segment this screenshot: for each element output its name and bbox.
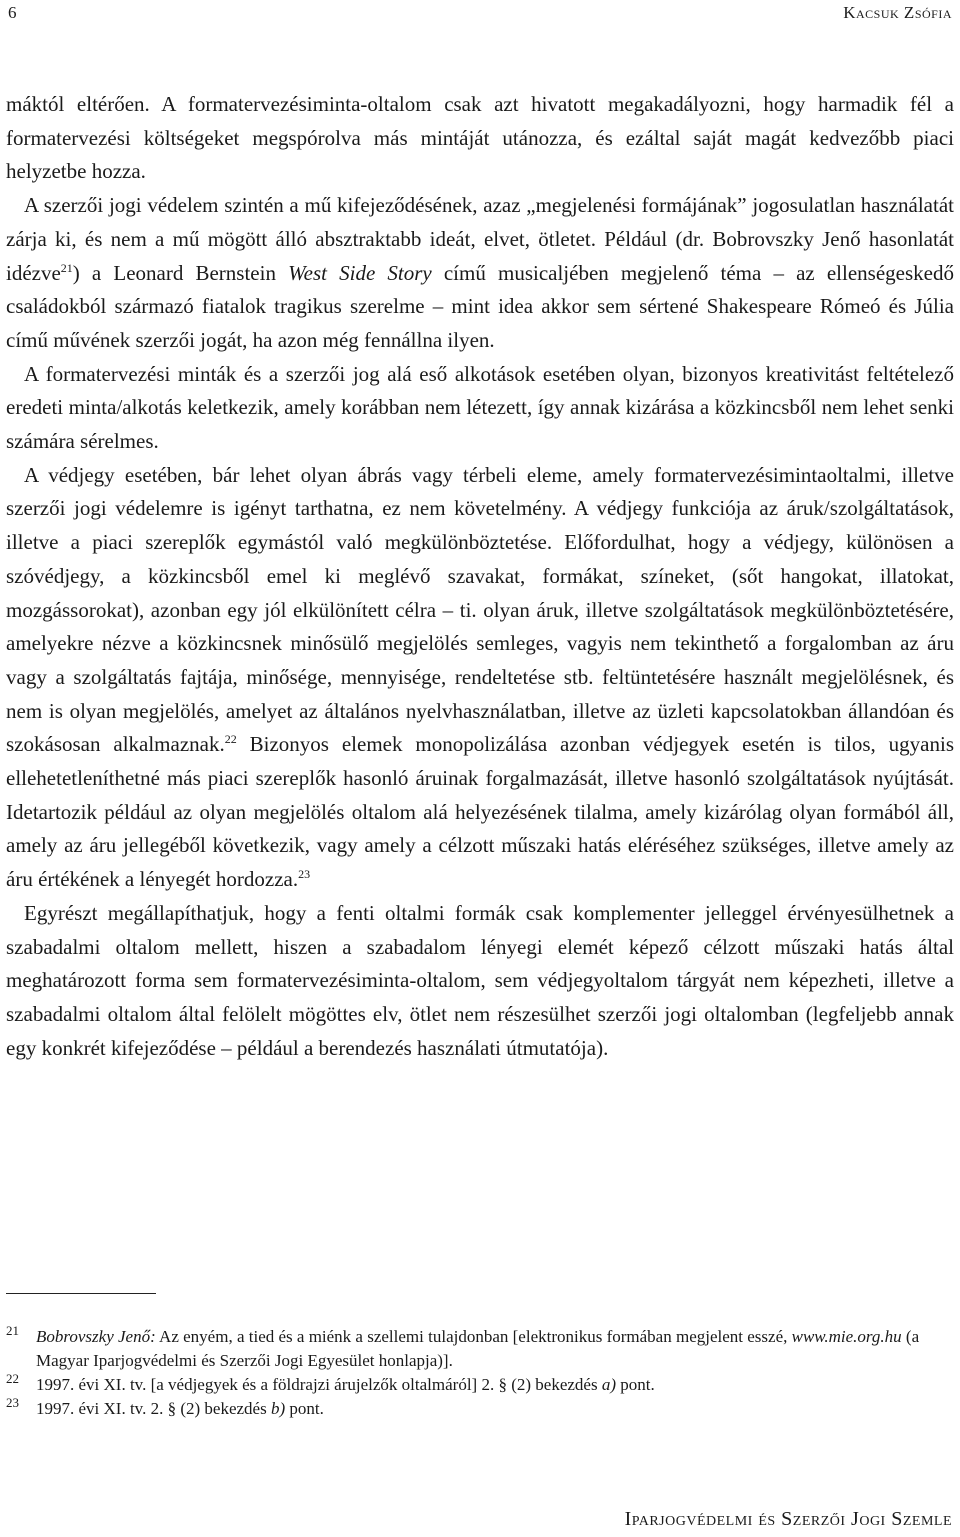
footnote-number: 22 (6, 1371, 19, 1386)
paragraph-text: ) a Leonard Bernstein (72, 260, 289, 285)
paragraph-text: című musicaljében megjelenő téma – az ellenségeskedő családokból származó fiatalok tragikus szerelme – mint idea akkor sem sértené Shakespeare Rómeó és Júlia című művének szerzői jogát, ha azon még fennállna ilyen. (6, 260, 954, 352)
footnote-ref-22[interactable]: 22 (224, 732, 237, 747)
footnote-text: Az enyém, a tied és a miénk a szellemi tulajdonban [elektronikus formában megjelent esszé, (155, 1327, 792, 1346)
paragraph-5 (6, 897, 954, 1066)
paragraph-3 (6, 358, 954, 459)
footnote-23 (6, 1397, 954, 1421)
footnote-ref-21[interactable]: 21 (60, 260, 73, 275)
paragraph-text: A formatervezési minták és a szerzői jog alá eső alkotások esetében olyan, bizonyos kreativitást feltételező eredeti minta/alkotás keletkezik, amely korábban nem létezett, így annak kizárása a közkincsből nem lehet senki számára sérelmes. (6, 361, 954, 454)
footnote-link[interactable]: www.mie.org.hu (791, 1327, 902, 1346)
paragraph-1 (6, 88, 954, 189)
paragraph-2 (6, 189, 954, 358)
footnote-divider (6, 1293, 156, 1294)
footnote-22 (6, 1373, 954, 1397)
footnotes (6, 1325, 954, 1421)
paragraph-text: A védjegy esetében, bár lehet olyan ábrás vagy térbeli eleme, amely formatervezésimintaoltalmi, illetve szerzői jogi védelemre is igényt tarthatna, ez nem követelmény. A védjegy funkciója az áruk/szolgáltatások, illetve a piaci szereplők egymástól való megkülönböztetése. Előfordulhat, hogy a védjegy, különösen a szóvédjegy, a közkincsből emel ki meglévő szavakat, formákat, színeket, (sőt hangokat, illatokat, mozgássorokat), azonban egy jól elkülönített célra – ti. olyan áruk, illetve szolgáltatások megkülönböztetésére, amelyekre nézve a közkincsnek minősülő megjelölés semleges, vagyis nem tekinthető a forgalomban az áru vagy a szolgáltatás fajtája, minősége, mennyisége, rendeltetése stb. feltüntetésére használt megjelölésnek, és nem is olyan megjelölés, amelyet az általános nyelvhasználatban, illetve az üzleti kapcsolatokban állandóan és szokásosan alkalmaznak. (6, 462, 954, 757)
footnote-number: 21 (6, 1323, 19, 1338)
footnote-text: (a Magyar Iparjogvédelmi és Szerzői Jogi Egyesület honlapja)]. (36, 1327, 920, 1370)
paragraph-text: máktól eltérően. A formatervezésiminta-oltalom csak azt hivatott megakadályozni, hogy harmadik fél a formatervezési költségeket megspórolva más mintáját utánozza, és ezáltal saját magát kedvezőbb piaci helyzetbe hozza. (6, 92, 954, 184)
paragraph-text: Egyrészt megállapíthatjuk, hogy a fenti oltalmi formák csak komplementer jelleggel érvényesülhetnek a szabadalmi oltalom mellett, hiszen a szabadalom lényegi elemét képező célzott műszaki hatás által meghatározott forma sem formatervezésiminta-oltalom, sem védjegyoltalom tárgyát nem képezheti, illetve a szabadalmi oltalom által felölelt mögöttes elv, ötlet nem részesülhet szerzői jogi oltalomban (legfeljebb annak egy konkrét kifejeződése – például a berendezés használati útmutatója). (6, 900, 954, 1060)
footnote-text: pont. (616, 1375, 655, 1394)
paragraph-text: Bizonyos elemek monopolizálása azonban védjegyek esetén is tilos, ugyanis ellehetetleníthetné más piaci szereplők hasonló áruinak forgalmazását, illetve hasonló szolgáltatások nyújtását. Idetartozik például az olyan megjelölés oltalom alá helyezésének tilalma, amely kizárólag olyan formából áll, amely az áru jellegéből következik, vagy amely a célzott műszaki hatás eléréséhez szükséges, illetve amely az áru értékének a lényegét hordozza. (6, 732, 954, 892)
footnote-text: 1997. évi XI. tv. 2. § (2) bekezdés (36, 1399, 271, 1418)
running-footer-journal: Iparjogvédelmi és Szerzői Jogi Szemle (624, 1508, 952, 1530)
footnote-author: Bobrovszky Jenő: (36, 1327, 156, 1346)
footnote-italic: a) (601, 1375, 616, 1394)
footnote-ref-23[interactable]: 23 (298, 867, 311, 882)
footnote-italic: b) (270, 1399, 286, 1418)
body-text (6, 88, 954, 1065)
footnote-text: 1997. évi XI. tv. [a védjegyek és a földrajzi árujelzők oltalmáról] 2. § (2) bekezdés (36, 1375, 602, 1394)
footnote-number: 23 (6, 1395, 19, 1410)
paragraph-4 (6, 459, 954, 897)
work-title: West Side Story (288, 260, 432, 285)
running-header-author: Kacsuk Zsófia (843, 3, 952, 22)
footnote-21 (6, 1325, 954, 1373)
footnote-text: pont. (285, 1399, 324, 1418)
page-number: 6 (8, 3, 17, 22)
paragraph-text: A szerzői jogi védelem szintén a mű kifejeződésének, azaz „megjelenési formájának” jogosulatlan használatát zárja ki, és nem a mű mögött álló absztraktabb ideát, elvet, ötletet. Például (dr. Bobrovszky Jenő hasonlatát idézve (6, 193, 954, 285)
